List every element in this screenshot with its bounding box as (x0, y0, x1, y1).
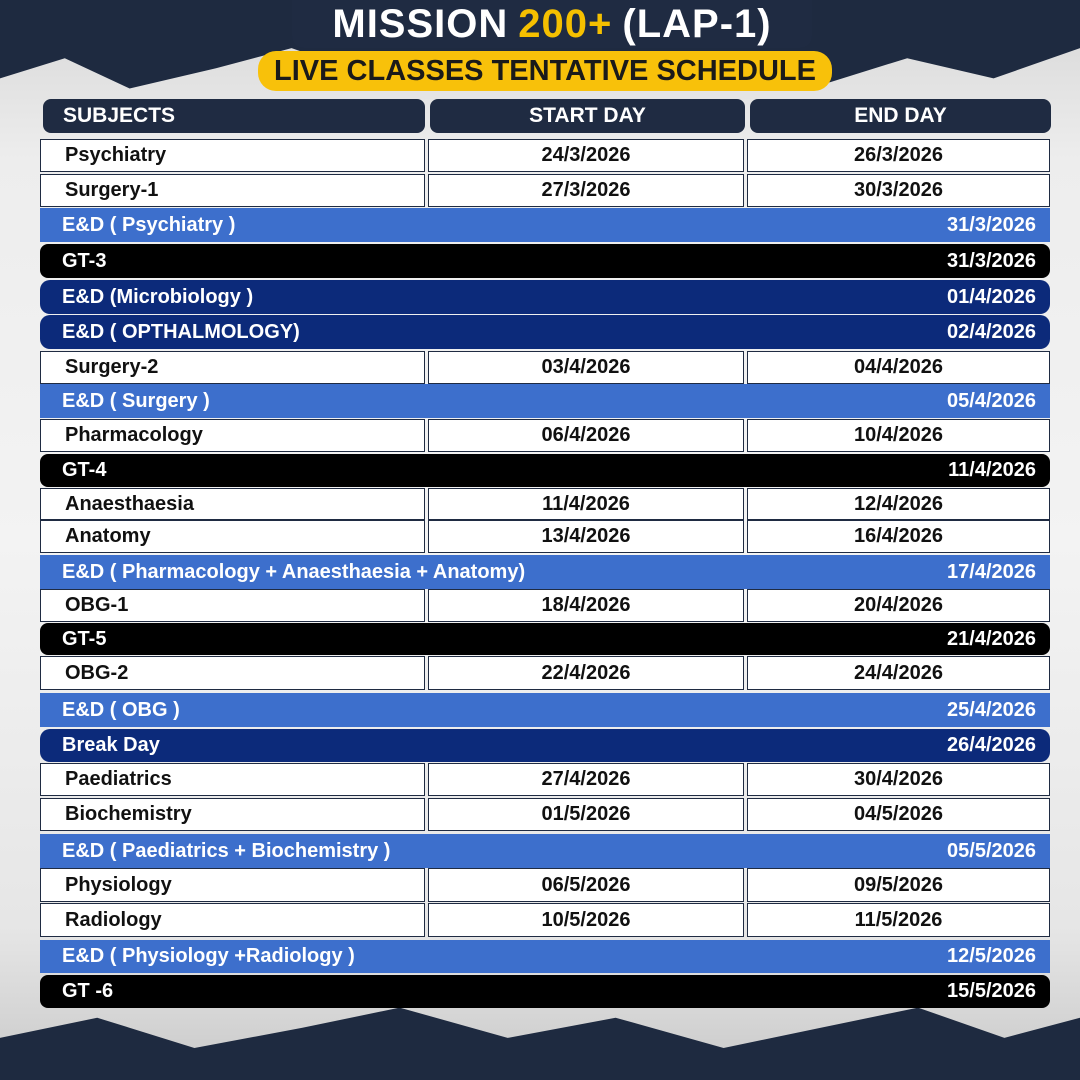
schedule-row (40, 419, 1050, 452)
band (40, 623, 1050, 655)
subject-cell: OBG-2 (40, 656, 425, 690)
band-date: 25/4/2026 (947, 698, 1036, 721)
schedule-row (40, 174, 1050, 207)
band-date: 21/4/2026 (947, 627, 1036, 650)
start-day-cell: 06/5/2026 (428, 868, 744, 902)
ed-row (40, 315, 1050, 349)
schedule-row (40, 351, 1050, 384)
title-highlight: 200+ (518, 1, 613, 46)
schedule-row (40, 656, 1050, 690)
band (40, 315, 1050, 349)
band-date: 05/4/2026 (947, 389, 1036, 412)
schedule-row (40, 868, 1050, 902)
grand-test-row (40, 244, 1050, 278)
start-day-cell: 11/4/2026 (428, 488, 744, 520)
start-day-cell: 18/4/2026 (428, 589, 744, 622)
start-day-cell: 24/3/2026 (428, 139, 744, 172)
band-label: E&D ( Paediatrics + Biochemistry ) (62, 839, 391, 862)
band-date: 31/3/2026 (947, 249, 1036, 272)
schedule-row (40, 903, 1050, 937)
subject-cell: Anaesthaesia (40, 488, 425, 520)
end-day-cell: 12/4/2026 (747, 488, 1050, 520)
band-date: 12/5/2026 (947, 945, 1036, 967)
ed-row (40, 940, 1050, 973)
end-day-cell: 16/4/2026 (747, 520, 1050, 553)
band-label: E&D (Microbiology ) (62, 285, 254, 308)
subject-cell: Biochemistry (40, 798, 425, 831)
subject-cell: OBG-1 (40, 589, 425, 622)
schedule-row (40, 139, 1050, 172)
band (40, 454, 1050, 487)
start-day-cell: 03/4/2026 (428, 351, 744, 384)
band-label: E&D ( Surgery ) (62, 389, 210, 412)
band (40, 208, 1050, 242)
subject-cell: Surgery-1 (40, 174, 425, 207)
column-header-subjects: SUBJECTS (43, 99, 425, 133)
band (40, 555, 1050, 589)
schedule-subtitle: LIVE CLASSES TENTATIVE SCHEDULE (258, 51, 832, 91)
band-label: E&D ( OPTHALMOLOGY) (62, 320, 300, 343)
end-day-cell: 04/4/2026 (747, 351, 1050, 384)
band-date: 11/4/2026 (948, 459, 1036, 481)
schedule-row (40, 520, 1050, 553)
band (40, 940, 1050, 973)
subject-cell: Radiology (40, 903, 425, 937)
start-day-cell: 27/4/2026 (428, 763, 744, 796)
ed-row (40, 693, 1050, 727)
band-label: GT-3 (62, 249, 107, 272)
subject-cell: Paediatrics (40, 763, 425, 796)
start-day-cell: 27/3/2026 (428, 174, 744, 207)
end-day-cell: 24/4/2026 (747, 656, 1050, 690)
subject-cell: Psychiatry (40, 139, 425, 172)
start-day-cell: 13/4/2026 (428, 520, 744, 553)
band-date: 31/3/2026 (947, 213, 1036, 236)
band (40, 975, 1050, 1008)
band-date: 01/4/2026 (947, 285, 1036, 308)
band-date: 15/5/2026 (947, 980, 1036, 1002)
grand-test-row (40, 623, 1050, 655)
start-day-cell: 06/4/2026 (428, 419, 744, 452)
band-label: GT -6 (62, 980, 114, 1002)
band (40, 729, 1050, 762)
band (40, 834, 1050, 868)
subject-cell: Surgery-2 (40, 351, 425, 384)
subject-cell: Anatomy (40, 520, 425, 553)
end-day-cell: 10/4/2026 (747, 419, 1050, 452)
band (40, 280, 1050, 314)
end-day-cell: 26/3/2026 (747, 139, 1050, 172)
schedule-row (40, 589, 1050, 622)
schedule-row (40, 798, 1050, 831)
band-label: GT-4 (62, 459, 107, 481)
band-label: Break Day (62, 734, 160, 756)
band (40, 244, 1050, 278)
band-date: 17/4/2026 (947, 560, 1036, 583)
band-date: 26/4/2026 (947, 734, 1036, 756)
start-day-cell: 01/5/2026 (428, 798, 744, 831)
ed-row (40, 280, 1050, 314)
end-day-cell: 30/4/2026 (747, 763, 1050, 796)
column-header-end-day: END DAY (750, 99, 1051, 133)
band-label: E&D ( Psychiatry ) (62, 213, 236, 236)
subject-cell: Physiology (40, 868, 425, 902)
end-day-cell: 30/3/2026 (747, 174, 1050, 207)
band (40, 693, 1050, 727)
start-day-cell: 10/5/2026 (428, 903, 744, 937)
ed-row (40, 555, 1050, 589)
end-day-cell: 11/5/2026 (747, 903, 1050, 937)
ed-row (40, 384, 1050, 418)
ed-row (40, 834, 1050, 868)
title-suffix: (LAP-1) (622, 1, 772, 46)
schedule-row (40, 763, 1050, 796)
end-day-cell: 04/5/2026 (747, 798, 1050, 831)
title-prefix: MISSION (332, 1, 509, 46)
start-day-cell: 22/4/2026 (428, 656, 744, 690)
band-label: E&D ( OBG ) (62, 698, 180, 721)
grand-test-row (40, 454, 1050, 487)
column-header-start-day: START DAY (430, 99, 745, 133)
band (40, 384, 1050, 418)
band-date: 05/5/2026 (947, 839, 1036, 862)
grand-test-row (40, 975, 1050, 1008)
end-day-cell: 20/4/2026 (747, 589, 1050, 622)
band-date: 02/4/2026 (947, 320, 1036, 343)
band-label: E&D ( Pharmacology + Anaesthaesia + Anatomy) (62, 560, 526, 583)
ed-row (40, 729, 1050, 762)
band-label: GT-5 (62, 627, 107, 650)
band-label: E&D ( Physiology +Radiology ) (62, 945, 355, 967)
subject-cell: Pharmacology (40, 419, 425, 452)
page-title (292, 0, 812, 48)
schedule-row (40, 488, 1050, 520)
end-day-cell: 09/5/2026 (747, 868, 1050, 902)
ed-row (40, 208, 1050, 242)
